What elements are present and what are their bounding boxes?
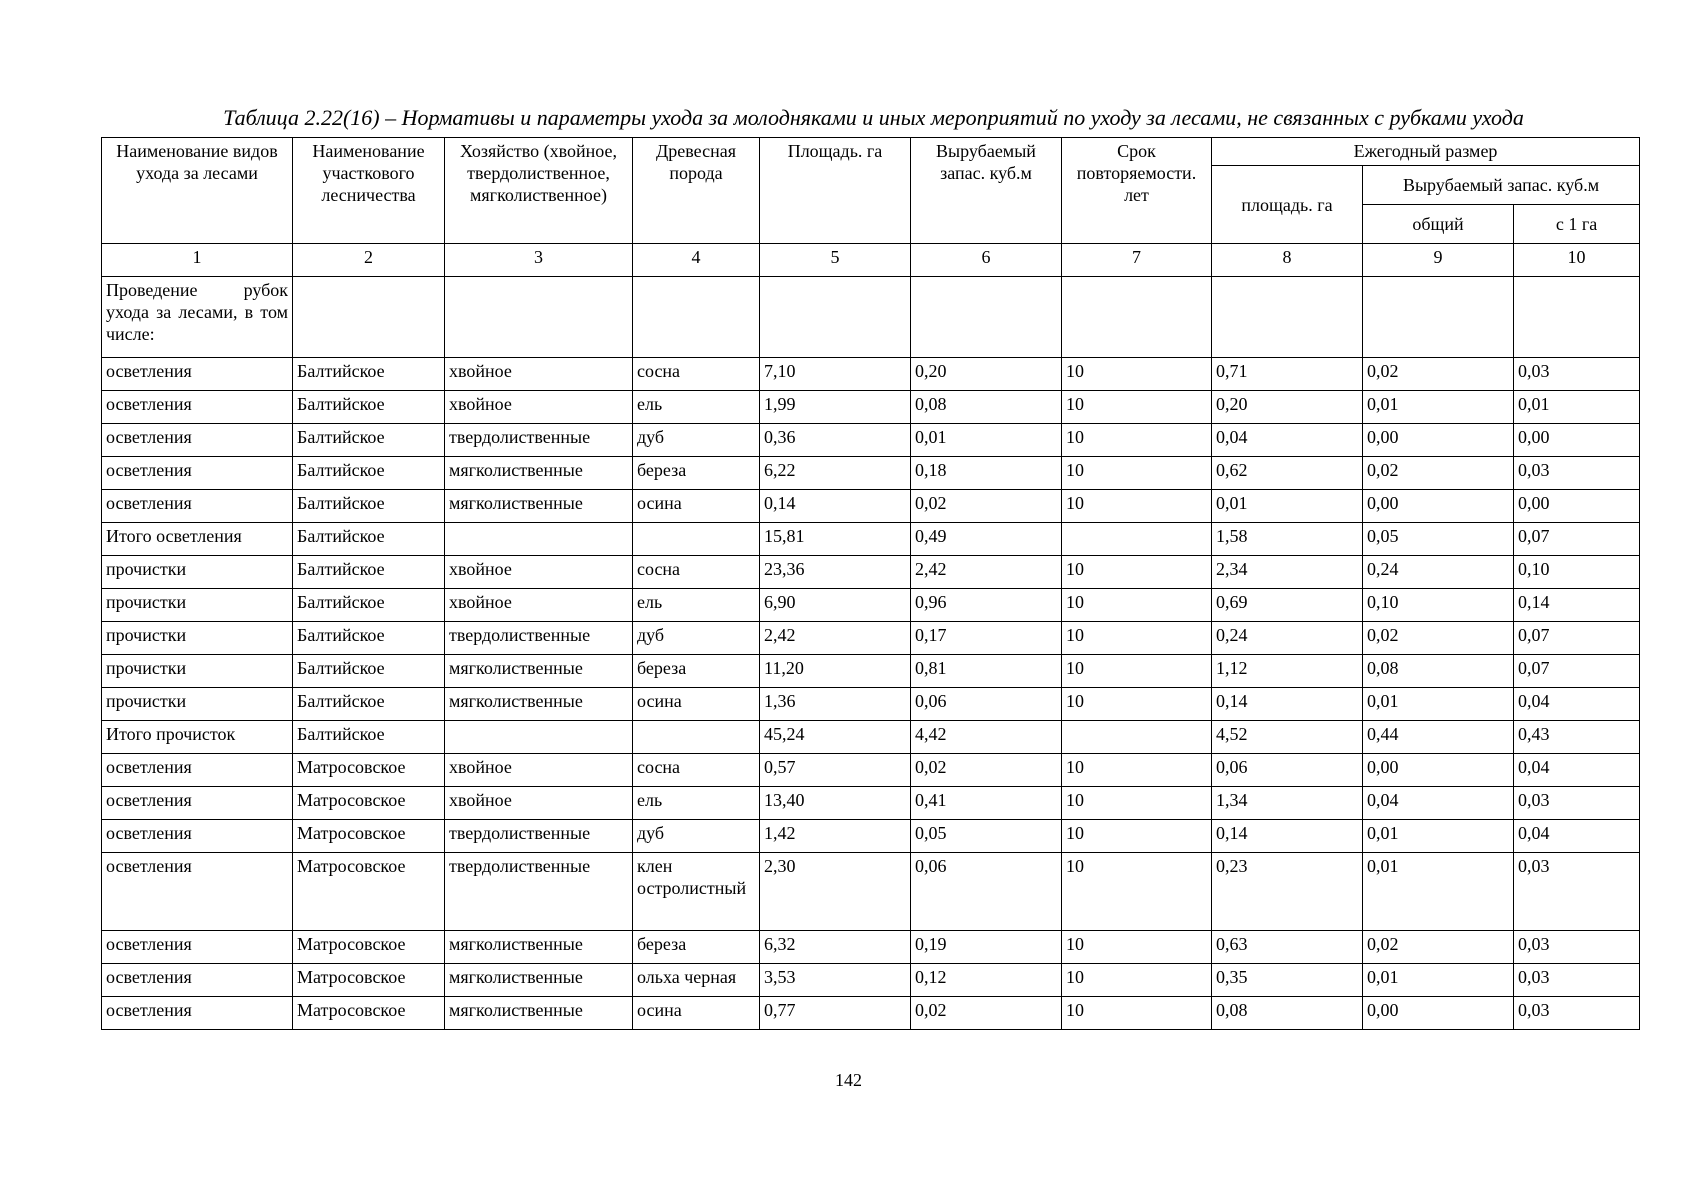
table-cell: мягколиственные: [445, 457, 633, 490]
table-cell: 2,30: [760, 853, 911, 931]
table-cell: 0,01: [1363, 820, 1514, 853]
table-cell: 0,02: [911, 997, 1062, 1030]
table-cell: Балтийское: [293, 391, 445, 424]
table-cell: 0,06: [1212, 754, 1363, 787]
table-cell: ель: [633, 589, 760, 622]
forest-care-table: [101, 137, 1640, 1030]
table-cell: [1062, 277, 1212, 358]
table-row: [102, 931, 1640, 964]
table-cell: твердолиственные: [445, 820, 633, 853]
column-number: 4: [633, 244, 760, 277]
table-cell: 0,19: [911, 931, 1062, 964]
table-cell: 0,03: [1514, 358, 1640, 391]
table-cell: 0,35: [1212, 964, 1363, 997]
table-cell: Матросовское: [293, 997, 445, 1030]
table-body: [102, 277, 1640, 1030]
table-cell: 10: [1062, 853, 1212, 931]
table-cell: хвойное: [445, 787, 633, 820]
header-forestry-district: Наименование участкового лесничества: [293, 138, 445, 244]
header-care-type: Наименование видов ухода за лесами: [102, 138, 293, 244]
table-cell: 0,71: [1212, 358, 1363, 391]
table-cell: Итого осветления: [102, 523, 293, 556]
table-cell: 10: [1062, 490, 1212, 523]
table-cell: [633, 277, 760, 358]
table-cell: 10: [1062, 997, 1212, 1030]
table-cell: мягколиственные: [445, 490, 633, 523]
table-cell: 0,03: [1514, 787, 1640, 820]
table-cell: 0,02: [1363, 457, 1514, 490]
column-number: 2: [293, 244, 445, 277]
table-row: [102, 556, 1640, 589]
table-cell: 0,36: [760, 424, 911, 457]
table-cell: хвойное: [445, 391, 633, 424]
table-cell: хвойное: [445, 754, 633, 787]
table-cell: 7,10: [760, 358, 911, 391]
table-cell: 0,44: [1363, 721, 1514, 754]
table-cell: 0,06: [911, 688, 1062, 721]
table-cell: 0,05: [1363, 523, 1514, 556]
table-cell: прочистки: [102, 688, 293, 721]
table-cell: осветления: [102, 424, 293, 457]
table-cell: хвойное: [445, 358, 633, 391]
table-cell: 10: [1062, 754, 1212, 787]
table-cell: осветления: [102, 964, 293, 997]
table-cell: Матросовское: [293, 931, 445, 964]
table-cell: [1062, 523, 1212, 556]
table-cell: [1363, 277, 1514, 358]
table-cell: 6,22: [760, 457, 911, 490]
table-cell: 0,02: [911, 490, 1062, 523]
table-cell: 6,90: [760, 589, 911, 622]
table-cell: 0,49: [911, 523, 1062, 556]
table-cell: 0,00: [1514, 424, 1640, 457]
table-cell: 0,57: [760, 754, 911, 787]
table-cell: 0,43: [1514, 721, 1640, 754]
table-cell: 0,18: [911, 457, 1062, 490]
table-cell: осветления: [102, 787, 293, 820]
column-number: 5: [760, 244, 911, 277]
table-cell: [760, 277, 911, 358]
table-cell: 10: [1062, 358, 1212, 391]
header-area: Площадь. га: [760, 138, 911, 244]
table-cell: Балтийское: [293, 424, 445, 457]
table-cell: 10: [1062, 688, 1212, 721]
table-cell: 2,42: [911, 556, 1062, 589]
table-cell: 0,07: [1514, 622, 1640, 655]
header-harvested-volume: Вырубаемый запас. куб.м: [911, 138, 1062, 244]
table-cell: 1,34: [1212, 787, 1363, 820]
table-cell: 10: [1062, 556, 1212, 589]
table-row: [102, 490, 1640, 523]
table-cell: 1,12: [1212, 655, 1363, 688]
table-cell: 0,24: [1212, 622, 1363, 655]
table-cell: 0,04: [1212, 424, 1363, 457]
header-annual-volume: Вырубаемый запас. куб.м: [1363, 166, 1640, 205]
table-cell: осветления: [102, 997, 293, 1030]
table-cell: 0,02: [1363, 931, 1514, 964]
table-title: Таблица 2.22(16) – Нормативы и параметры ухода за молодняками и иных мероприятий по уходу за лесами, не связанных с рубками ухода: [223, 105, 1524, 130]
table-cell: прочистки: [102, 655, 293, 688]
table-cell: хвойное: [445, 589, 633, 622]
table-cell: 10: [1062, 424, 1212, 457]
table-cell: 0,01: [911, 424, 1062, 457]
table-cell: Матросовское: [293, 754, 445, 787]
table-cell: 0,01: [1212, 490, 1363, 523]
table-cell: 0,01: [1514, 391, 1640, 424]
table-cell: 0,00: [1363, 490, 1514, 523]
table-cell: Итого прочисток: [102, 721, 293, 754]
table-cell: [293, 277, 445, 358]
table-cell: 23,36: [760, 556, 911, 589]
table-cell: прочистки: [102, 589, 293, 622]
table-row: [102, 424, 1640, 457]
table-row: [102, 997, 1640, 1030]
table-cell: 0,24: [1363, 556, 1514, 589]
table-cell: 10: [1062, 655, 1212, 688]
table-cell: 0,06: [911, 853, 1062, 931]
table-cell: 0,03: [1514, 931, 1640, 964]
table-cell: [445, 721, 633, 754]
table-cell: Балтийское: [293, 457, 445, 490]
table-row: [102, 853, 1640, 931]
table-cell: 10: [1062, 457, 1212, 490]
table-cell: 0,14: [1514, 589, 1640, 622]
table-cell: [1212, 277, 1363, 358]
table-cell: клен остролистный: [633, 853, 760, 931]
table-cell: 0,17: [911, 622, 1062, 655]
table-cell: 13,40: [760, 787, 911, 820]
table-cell: [445, 277, 633, 358]
table-row: [102, 820, 1640, 853]
table-cell: осветления: [102, 490, 293, 523]
table-cell: мягколиственные: [445, 964, 633, 997]
table-cell: [1514, 277, 1640, 358]
table-cell: осина: [633, 997, 760, 1030]
table-row: [102, 589, 1640, 622]
column-number: 3: [445, 244, 633, 277]
table-cell: 0,63: [1212, 931, 1363, 964]
table-cell: твердолиственные: [445, 424, 633, 457]
table-cell: Балтийское: [293, 490, 445, 523]
table-cell: 2,34: [1212, 556, 1363, 589]
table-cell: 0,62: [1212, 457, 1363, 490]
table-cell: 15,81: [760, 523, 911, 556]
table-cell: Балтийское: [293, 556, 445, 589]
table-row: [102, 688, 1640, 721]
table-cell: 0,01: [1363, 688, 1514, 721]
table-cell: 0,02: [911, 754, 1062, 787]
table-cell: 3,53: [760, 964, 911, 997]
table-cell: Балтийское: [293, 523, 445, 556]
table-cell: [445, 523, 633, 556]
table-cell: 10: [1062, 622, 1212, 655]
table-cell: 0,03: [1514, 457, 1640, 490]
header-repeat-period: Срок повторяемости. лет: [1062, 138, 1212, 244]
table-cell: 0,14: [760, 490, 911, 523]
table-cell: 4,52: [1212, 721, 1363, 754]
table-cell: 4,42: [911, 721, 1062, 754]
table-row: [102, 391, 1640, 424]
table-cell: дуб: [633, 424, 760, 457]
column-number: 1: [102, 244, 293, 277]
table-cell: 11,20: [760, 655, 911, 688]
table-cell: прочистки: [102, 556, 293, 589]
table-cell: осина: [633, 688, 760, 721]
table-cell: Матросовское: [293, 964, 445, 997]
table-cell: береза: [633, 655, 760, 688]
table-cell: ольха черная: [633, 964, 760, 997]
header-tree-species: Древесная порода: [633, 138, 760, 244]
table-cell: [633, 721, 760, 754]
table-cell: 0,05: [911, 820, 1062, 853]
table-cell: 2,42: [760, 622, 911, 655]
table-row: [102, 787, 1640, 820]
table-cell: 0,00: [1363, 754, 1514, 787]
table-cell: прочистки: [102, 622, 293, 655]
table-cell: дуб: [633, 622, 760, 655]
table-cell: 0,14: [1212, 820, 1363, 853]
header-volume-total: общий: [1363, 205, 1514, 244]
table-cell: мягколиственные: [445, 997, 633, 1030]
table-cell: [1062, 721, 1212, 754]
table-cell: осветления: [102, 391, 293, 424]
table-row: [102, 457, 1640, 490]
table-cell: Балтийское: [293, 721, 445, 754]
table-cell: 1,58: [1212, 523, 1363, 556]
table-cell: береза: [633, 457, 760, 490]
table-cell: 0,01: [1363, 391, 1514, 424]
table-cell: 0,07: [1514, 523, 1640, 556]
table-cell: ель: [633, 391, 760, 424]
table-cell: 0,81: [911, 655, 1062, 688]
table-cell: Балтийское: [293, 358, 445, 391]
table-cell: Балтийское: [293, 589, 445, 622]
table-cell: 0,04: [1514, 754, 1640, 787]
column-number: 8: [1212, 244, 1363, 277]
table-cell: 0,03: [1514, 853, 1640, 931]
table-cell: 0,08: [1363, 655, 1514, 688]
table-header: [102, 138, 1640, 277]
header-economy-type: Хозяйство (хвойное, твердолиственное, мягколиственное): [445, 138, 633, 244]
table-cell: 0,04: [1363, 787, 1514, 820]
table-cell: 0,96: [911, 589, 1062, 622]
section-label: Проведение рубок ухода за лесами, в том числе:: [102, 277, 293, 358]
table-cell: 0,10: [1514, 556, 1640, 589]
column-number: 6: [911, 244, 1062, 277]
table-cell: Матросовское: [293, 853, 445, 931]
table-cell: береза: [633, 931, 760, 964]
table-cell: 0,08: [1212, 997, 1363, 1030]
table-cell: осветления: [102, 820, 293, 853]
table-cell: 0,14: [1212, 688, 1363, 721]
section-row: [102, 277, 1640, 358]
table-cell: Балтийское: [293, 655, 445, 688]
table-cell: 10: [1062, 589, 1212, 622]
table-row: [102, 754, 1640, 787]
table-cell: Матросовское: [293, 787, 445, 820]
table-cell: 0,41: [911, 787, 1062, 820]
table-cell: 0,08: [911, 391, 1062, 424]
table-cell: Балтийское: [293, 688, 445, 721]
table-cell: 6,32: [760, 931, 911, 964]
table-cell: твердолиственные: [445, 853, 633, 931]
table-cell: 10: [1062, 787, 1212, 820]
table-cell: 0,20: [1212, 391, 1363, 424]
table-cell: ель: [633, 787, 760, 820]
table-cell: дуб: [633, 820, 760, 853]
header-volume-per-ha: с 1 га: [1514, 205, 1640, 244]
table-cell: 10: [1062, 391, 1212, 424]
table-cell: 1,99: [760, 391, 911, 424]
table-cell: 0,04: [1514, 688, 1640, 721]
table-cell: 0,00: [1514, 490, 1640, 523]
table-cell: сосна: [633, 754, 760, 787]
table-cell: 0,69: [1212, 589, 1363, 622]
table-cell: осветления: [102, 931, 293, 964]
table-cell: 0,03: [1514, 997, 1640, 1030]
total-row: [102, 721, 1640, 754]
table-cell: осветления: [102, 754, 293, 787]
table-cell: [633, 523, 760, 556]
table-cell: 0,00: [1363, 997, 1514, 1030]
total-row: [102, 523, 1640, 556]
table-cell: осветления: [102, 853, 293, 931]
table-cell: 0,00: [1363, 424, 1514, 457]
table-cell: 10: [1062, 820, 1212, 853]
column-numbers-row: [102, 244, 1640, 277]
table-cell: 0,03: [1514, 964, 1640, 997]
table-cell: 0,02: [1363, 358, 1514, 391]
table-cell: 1,36: [760, 688, 911, 721]
table-cell: 0,01: [1363, 853, 1514, 931]
table-row: [102, 655, 1640, 688]
column-number: 7: [1062, 244, 1212, 277]
table-cell: 10: [1062, 964, 1212, 997]
table-cell: Балтийское: [293, 622, 445, 655]
page-number: 142: [835, 1070, 862, 1090]
header-annual-area: площадь. га: [1212, 166, 1363, 244]
table-cell: сосна: [633, 358, 760, 391]
table-cell: 0,12: [911, 964, 1062, 997]
table-cell: твердолиственные: [445, 622, 633, 655]
table-cell: мягколиственные: [445, 655, 633, 688]
table-cell: Матросовское: [293, 820, 445, 853]
table-cell: мягколиственные: [445, 931, 633, 964]
table-row: [102, 358, 1640, 391]
table-cell: 0,77: [760, 997, 911, 1030]
table-cell: осина: [633, 490, 760, 523]
table-cell: 10: [1062, 931, 1212, 964]
table-cell: 1,42: [760, 820, 911, 853]
table-cell: 45,24: [760, 721, 911, 754]
table-row: [102, 622, 1640, 655]
column-number: 10: [1514, 244, 1640, 277]
table-cell: 0,10: [1363, 589, 1514, 622]
table-cell: хвойное: [445, 556, 633, 589]
table-cell: 0,07: [1514, 655, 1640, 688]
table-cell: мягколиственные: [445, 688, 633, 721]
table-cell: осветления: [102, 358, 293, 391]
table-cell: сосна: [633, 556, 760, 589]
table-cell: 0,23: [1212, 853, 1363, 931]
table-cell: осветления: [102, 457, 293, 490]
header-annual-size: Ежегодный размер: [1212, 138, 1640, 166]
table-cell: [911, 277, 1062, 358]
table-cell: 0,02: [1363, 622, 1514, 655]
table-row: [102, 964, 1640, 997]
table-cell: 0,20: [911, 358, 1062, 391]
column-number: 9: [1363, 244, 1514, 277]
table-cell: 0,04: [1514, 820, 1640, 853]
table-cell: 0,01: [1363, 964, 1514, 997]
